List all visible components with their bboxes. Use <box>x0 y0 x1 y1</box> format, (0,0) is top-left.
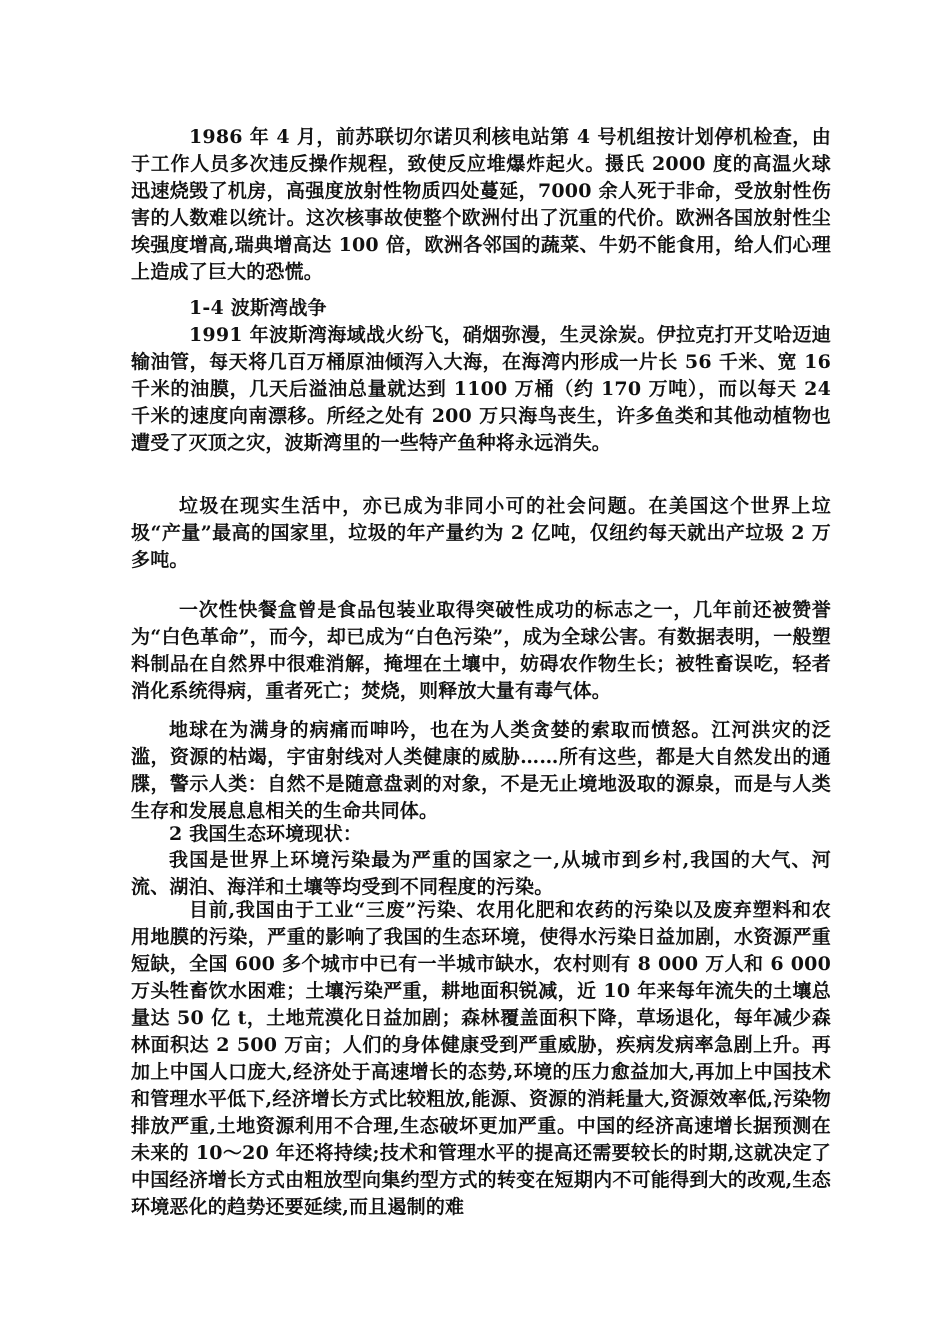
paragraph-china-pollution: 我国是世界上环境污染最为严重的国家之一,从城市到乡村,我国的大气、河流、湖泊、海洋和土壤等均受到不同程度的污染。 <box>131 849 831 898</box>
paragraph-garbage: 垃圾在现实生活中，亦已成为非同小可的社会问题。在美国这个世界上垃圾“产量”最高的国家里，垃圾的年产量约为 2 亿吨，仅纽约每天就出产垃圾 2 万多吨。 <box>131 495 831 571</box>
paragraph-chernobyl: 1986 年 4 月，前苏联切尔诺贝利核电站第 4 号机组按计划停机检查，由于工作人员多次违反操作规程，致使反应堆爆炸起火。摄氏 2000 度的高温火球迅速烧毁了机房，高强度放射性物质四处蔓延，7000 余人死于非命，受放射性伤害的人数难以统计。这次核事故使整个欧洲付出了沉重的代价。欧洲各国放射性尘埃强度增高,瑞典增高达 100 倍，欧洲各邻国的蔬菜、牛奶不能食用，给人们心理上造成了巨大的恐慌。 <box>131 126 831 283</box>
section-heading-gulf-war: 1-4 波斯湾战争 <box>189 297 327 319</box>
paragraph-earth: 地球在为满身的病痛而呻吟，也在为人类贪婪的索取而愤怒。江河洪灾的泛滥，资源的枯竭，宇宙射线对人类健康的威胁……所有这些，都是大自然发出的通牒，警示人类：自然不是随意盘剥的对象，不是无止境地汲取的源泉，而是与人类生存和发展息息相关的生命共同体。 <box>131 719 831 822</box>
paragraph-china-current: 目前,我国由于工业“三废”污染、农用化肥和农药的污染以及废弃塑料和农用地膜的污染，严重的影响了我国的生态环境，使得水污染日益加剧，水资源严重短缺，全国 600 多个城市中已有一半城市缺水，农村则有 8 000 万人和 6 000 万头牲畜饮水困难；土壤污染严重，耕地面积锐减，近 10 年来每年流失的土壤总量达 50 亿 t，土地荒漠化日益加剧；森林覆盖面积下降，草场退化，每年减少森林面积达 2 500 万亩；人们的身体健康受到严重威胁，疾病发病率急剧上升。再加上中国人口庞大,经济处于高速增长的态势,环境的压力愈益加大,再加上中国技术和管理水平低下,经济增长方式比较粗放,能源、资源的消耗量大,资源效率低,污染物排放严重,土地资源利用不合理,生态破坏更加严重。中国的经济高速增长据预测在未来的 10～20 年还将持续;技术和管理水平的提高还需要较长的时期,这就决定了中国经济增长方式由粗放型向集约型方式的转变在短期内不可能得到大的改观,生态环境恶化的趋势还要延续,而且遏制的难 <box>131 899 831 1218</box>
section-heading-china-ecology: 2 我国生态环境现状： <box>169 823 363 845</box>
paragraph-gulf-war: 1991 年波斯湾海域战火纷飞，硝烟弥漫，生灵涂炭。伊拉克打开艾哈迈迪输油管，每天将几百万桶原油倾泻入大海，在海湾内形成一片长 56 千米、宽 16 千米的油膜，几天后溢油总量就达到 1100 万桶（约 170 万吨），而以每天 24 千米的速度向南漂移。所经之处有 200 万只海鸟丧生，许多鱼类和其他动植物也遭受了灭顶之灾，波斯湾里的一些特产鱼种将永远消失。 <box>131 324 831 454</box>
paragraph-white-pollution: 一次性快餐盒曾是食品包装业取得突破性成功的标志之一，几年前还被赞誉为“白色革命”，而今，却已成为“白色污染”，成为全球公害。有数据表明，一般塑料制品在自然界中很难消解，掩埋在土壤中，妨碍农作物生长；被牲畜误吃，轻者消化系统得病，重者死亡；焚烧，则释放大量有毒气体。 <box>131 599 831 702</box>
